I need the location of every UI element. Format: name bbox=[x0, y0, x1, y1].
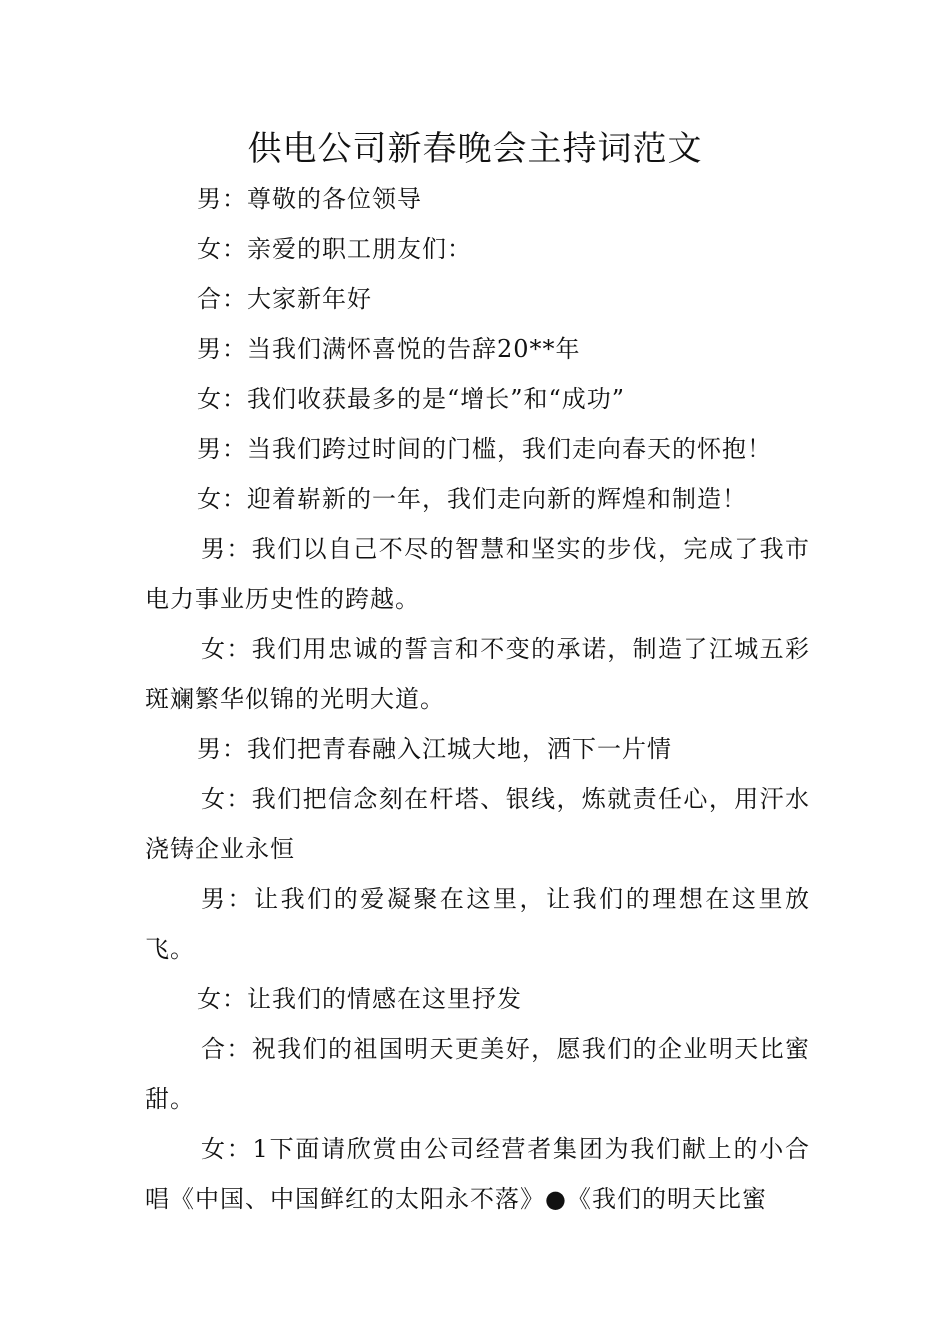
dialogue-line: 女：亲爱的职工朋友们： bbox=[197, 235, 472, 263]
dialogue-line: 男：我们把青春融入江城大地，洒下一片情 bbox=[197, 735, 672, 763]
dialogue-line: 男：尊敬的各位领导 bbox=[197, 185, 422, 213]
dialogue-line: 男：当我们满怀喜悦的告辞20**年 bbox=[197, 335, 581, 363]
dialogue-line: 女：迎着崭新的一年，我们走向新的辉煌和制造！ bbox=[197, 485, 747, 513]
dialogue-line: 女：我们用忠诚的誓言和不变的承诺，制造了江城五彩斑斓繁华似锦的光明大道。 bbox=[145, 635, 810, 713]
dialogue-line: 男：当我们跨过时间的门槛，我们走向春天的怀抱！ bbox=[197, 435, 772, 463]
dialogue-line: 合：祝我们的祖国明天更美好，愿我们的企业明天比蜜甜。 bbox=[145, 1035, 810, 1113]
dialogue-line: 合：大家新年好 bbox=[197, 285, 372, 313]
dialogue-line: 女：我们把信念刻在杆塔、银线，炼就责任心，用汗水浇铸企业永恒 bbox=[145, 785, 810, 863]
dialogue-line: 男：让我们的爱凝聚在这里，让我们的理想在这里放飞。 bbox=[145, 885, 810, 963]
dialogue-line: 男：我们以自己不尽的智慧和坚实的步伐，完成了我市电力事业历史性的跨越。 bbox=[145, 535, 810, 613]
dialogue-line: 女：我们收获最多的是“增长”和“成功” bbox=[197, 385, 626, 413]
document-body bbox=[145, 174, 810, 1224]
dialogue-line: 女：1下面请欣赏由公司经营者集团为我们献上的小合唱《中国、中国鲜红的太阳永不落》●《我们的明天比蜜 bbox=[145, 1135, 810, 1213]
dialogue-line: 女：让我们的情感在这里抒发 bbox=[197, 985, 522, 1013]
document-title: 供电公司新春晚会主持词范文 bbox=[247, 129, 703, 169]
